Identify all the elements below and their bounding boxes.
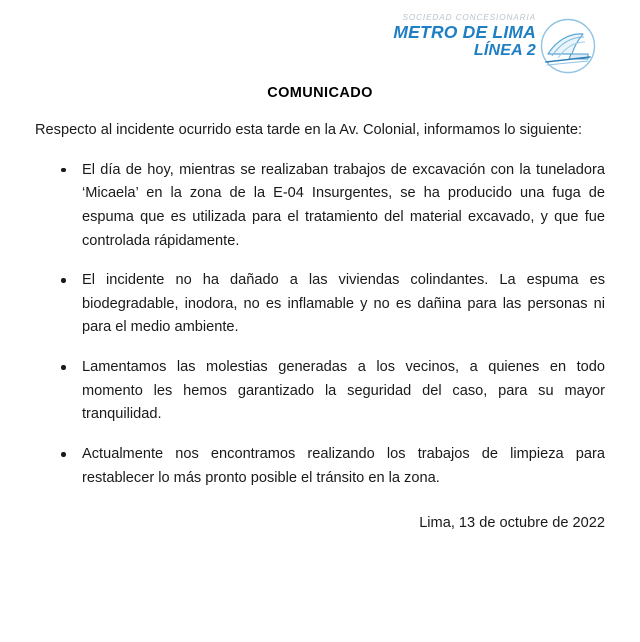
intro-paragraph: Respecto al incidente ocurrido esta tarde en la Av. Colonial, informamos lo siguiente:	[35, 122, 583, 138]
bullet-dot-icon	[61, 365, 66, 370]
bullet-dot-icon	[61, 452, 66, 457]
logo-name-secondary: LÍNEA 2	[473, 41, 536, 59]
logo-tagline: SOCIEDAD CONCESIONARIA	[402, 13, 536, 22]
bullet-dot-icon	[61, 168, 66, 173]
list-item	[35, 356, 605, 427]
page-title: COMUNICADO	[267, 85, 373, 101]
bullet-list	[35, 159, 605, 491]
list-item	[35, 159, 605, 254]
list-item	[35, 443, 605, 490]
list-item-text: El incidente no ha dañado a las viviendas colindantes. La espuma es biodegradable, inodora, no es inflamable y no es dañina para las personas ni para el medio ambiente.	[82, 272, 605, 336]
bullet-dot-icon	[61, 278, 66, 283]
list-item-text: El día de hoy, mientras se realizaban trabajos de excavación con la tuneladora ‘Micaela’ en la zona de la E-04 Insurgentes, se ha producido una fuga de espuma que es utilizada para el tratamiento del material excavado, y que fue controlada rápidamente.	[82, 161, 605, 249]
train-emblem-icon	[538, 16, 598, 76]
logo-name-primary: METRO DE LIMA	[393, 22, 536, 43]
date-line: Lima, 13 de octubre de 2022	[419, 515, 605, 532]
list-item-text: Lamentamos las molestias generadas a los vecinos, a quienes en todo momento les hemos garantizado la seguridad del caso, para su mayor tranquilidad.	[82, 359, 605, 423]
brand-logo	[368, 14, 598, 80]
document-body	[35, 119, 605, 535]
list-item-text: Actualmente nos encontramos realizando los trabajos de limpieza para restablecer lo más pronto posible el tránsito en la zona.	[82, 446, 605, 486]
list-item	[35, 269, 605, 340]
logo-wordmark	[393, 14, 536, 59]
